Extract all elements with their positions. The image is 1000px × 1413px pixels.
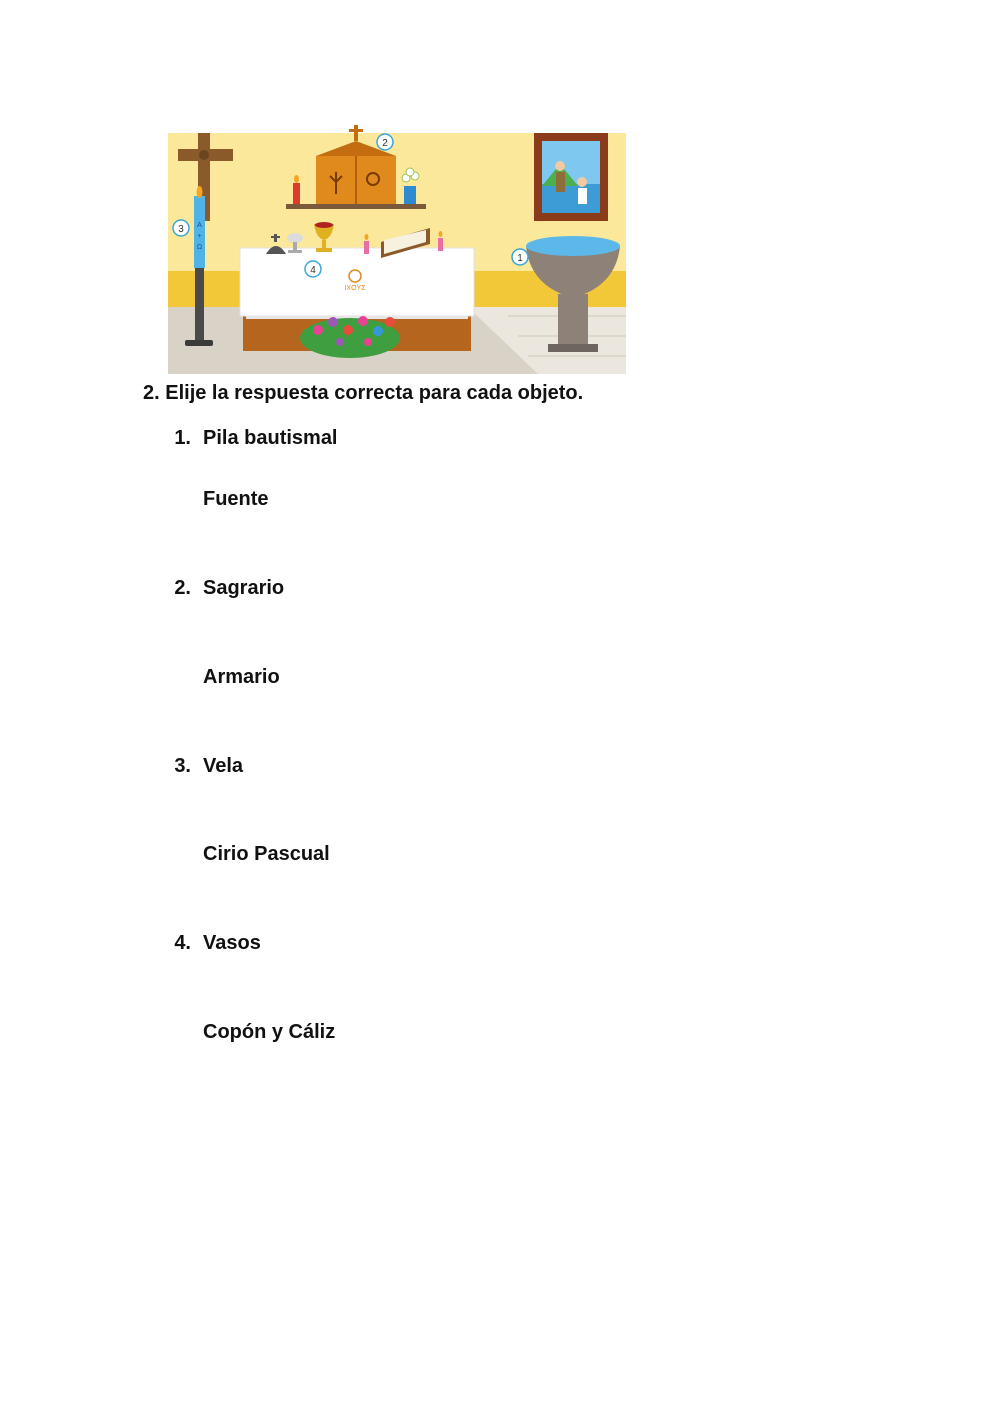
svg-text:+: + bbox=[197, 233, 202, 240]
answer-option[interactable]: Armario bbox=[203, 666, 280, 688]
list-item bbox=[173, 577, 284, 600]
svg-text:4: 4 bbox=[310, 265, 316, 276]
question-heading: 2. Elije la respuesta correcta para cada objeto. bbox=[143, 382, 584, 404]
altar-candle-left bbox=[364, 234, 369, 254]
answer-option[interactable]: Cirio Pascual bbox=[203, 843, 330, 865]
item-number: 1. bbox=[174, 427, 191, 449]
svg-text:A: A bbox=[197, 222, 202, 229]
item-label: Pila bautismal bbox=[203, 427, 338, 449]
callout-4 bbox=[305, 261, 321, 277]
callout-2 bbox=[377, 134, 393, 150]
baptism-painting bbox=[534, 133, 608, 221]
answer-option[interactable]: Copón y Cáliz bbox=[203, 1021, 336, 1043]
svg-text:3: 3 bbox=[178, 224, 184, 235]
callout-1 bbox=[512, 249, 528, 265]
item-label: Sagrario bbox=[203, 577, 285, 599]
svg-text:1: 1 bbox=[517, 253, 523, 264]
svg-text:IXOYΣ: IXOYΣ bbox=[344, 285, 366, 292]
church-illustration bbox=[168, 116, 626, 374]
item-label: Vela bbox=[203, 755, 244, 777]
item-number: 3. bbox=[174, 755, 191, 777]
list-item bbox=[173, 755, 243, 778]
shelf-candle bbox=[293, 175, 300, 204]
list-item bbox=[173, 932, 261, 955]
list-item bbox=[173, 427, 338, 450]
shelf bbox=[286, 204, 426, 209]
item-label: Vasos bbox=[203, 932, 261, 954]
svg-text:2: 2 bbox=[382, 138, 388, 149]
item-number: 2. bbox=[174, 577, 191, 599]
item-number: 4. bbox=[174, 932, 191, 954]
svg-text:Ω: Ω bbox=[196, 244, 203, 251]
altar-candle-right bbox=[438, 231, 443, 251]
answer-option[interactable]: Fuente bbox=[203, 488, 269, 510]
callout-3 bbox=[173, 220, 189, 236]
